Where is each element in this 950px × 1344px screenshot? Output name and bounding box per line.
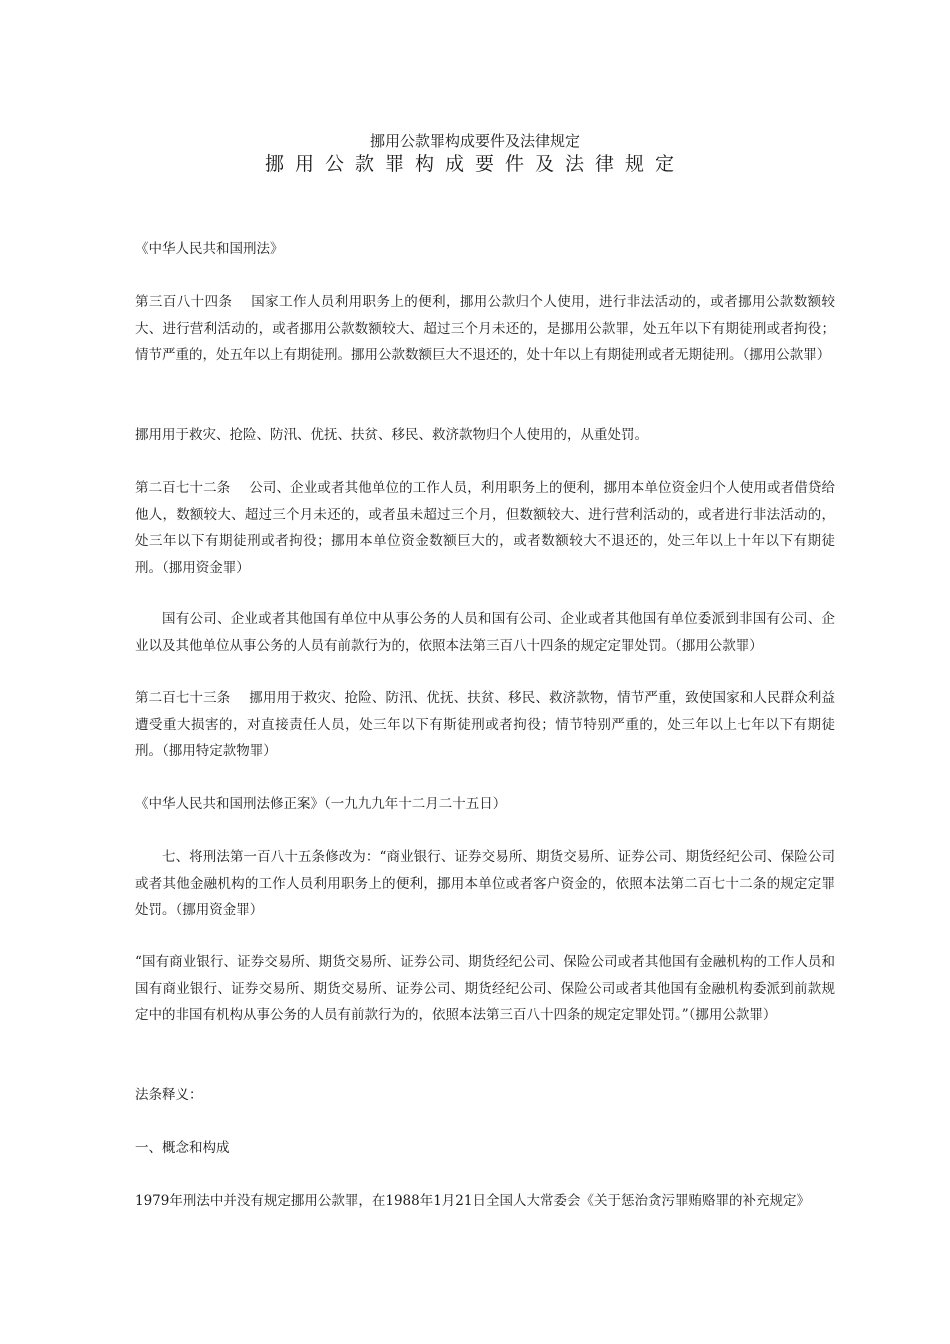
article-384-text: 国家工作人员利用职务上的便利，挪用公款归个人使用，进行非法活动的，或者挪用公款数额较大、进行营利活动的，或者挪用公款数额较大、超过三个月未还的，是挪用公款罪，处五年以下有期徒刑或者拘役；情节严重的，处五年以上有期徒刑。挪用公款数额巨大不退还的，处十年以上有期徒刑或者无期徒刑。（挪用公款罪） <box>135 294 836 363</box>
section-1-heading: 一、概念和构成 <box>135 1140 230 1156</box>
law-name: 《中华人民共和国刑法》 <box>135 241 284 257</box>
article-272-text: 公司、企业或者其他单位的工作人员，利用职务上的便利，挪用本单位资金归个人使用或者借贷给他人，数额较大、超过三个月未还的，或者虽未超过三个月，但数额较大、进行营利活动的，或者进行非法活动的，处三年以下有期徒刑或者拘役；挪用本单位资金数额巨大的，或者数额较大不退还的，处三年以上十年以下有期徒刑。（挪用资金罪） <box>135 480 836 576</box>
article-272-paragraph-2: 国有公司、企业或者其他国有单位中从事公务的人员和国有公司、企业或者其他国有单位委派到非国有公司、企业以及其他单位从事公务的人员有前款行为的，依照本法第三百八十四条的规定定罪处罚。（挪用公款罪） <box>135 611 835 654</box>
article-384 <box>135 289 835 369</box>
article-384-label: 第三百八十四条 <box>135 294 233 310</box>
article-273-label: 第二百七十三条 <box>135 690 231 706</box>
article-272 <box>135 475 835 581</box>
amendment-item-7: 七、将刑法第一百八十五条修改为：“商业银行、证券交易所、期货交易所、证券公司、期货经纪公司、保险公司或者其他金融机构的工作人员利用职务上的便利，挪用本单位或者客户资金的，依照本法第二百七十二条的规定定罪处罚。（挪用资金罪） <box>135 849 835 918</box>
interpretation-label: 法条释义： <box>135 1087 203 1103</box>
article-273-text: 挪用用于救灾、抢险、防汛、优抚、扶贫、移民、救济款物，情节严重，致使国家和人民群众利益遭受重大损害的，对直接责任人员，处三年以下有斯徒刑或者拘役；情节特别严重的，处三年以上七年以下有期徒刑。（挪用特定款物罪） <box>135 690 836 759</box>
body-text-last-line: 1979年刑法中并没有规定挪用公款罪，在1988年1月21日全国人大常委会《关于惩治贪污罪贿赂罪的补充规定》 <box>135 1193 810 1209</box>
article-272-label: 第二百七十二条 <box>135 480 231 496</box>
article-384-paragraph-2: 挪用用于救灾、抢险、防汛、优抚、扶贫、移民、救济款物归个人使用的，从重处罚。 <box>135 427 648 443</box>
amendment-item-7-paragraph-2: “国有商业银行、证券交易所、期货交易所、证券公司、期货经纪公司、保险公司或者其他国有金融机构的工作人员和国有商业银行、证券交易所、期货交易所、证券公司、期货经纪公司、保险公司或者其他国有金融机构委派到前款规定中的非国有机构从事公务的人员有前款行为的，依照本法第三百八十四条的规定定罪处罚。”（挪用公款罪） <box>135 954 835 1023</box>
amendment-name: 《中华人民共和国刑法修正案》（一九九九年十二月二十五日） <box>135 796 507 812</box>
document-title-large: 挪用公款罪构成要件及法律规定 <box>264 153 685 175</box>
article-273 <box>135 685 835 765</box>
document-title-small: 挪用公款罪构成要件及法律规定 <box>369 132 580 150</box>
